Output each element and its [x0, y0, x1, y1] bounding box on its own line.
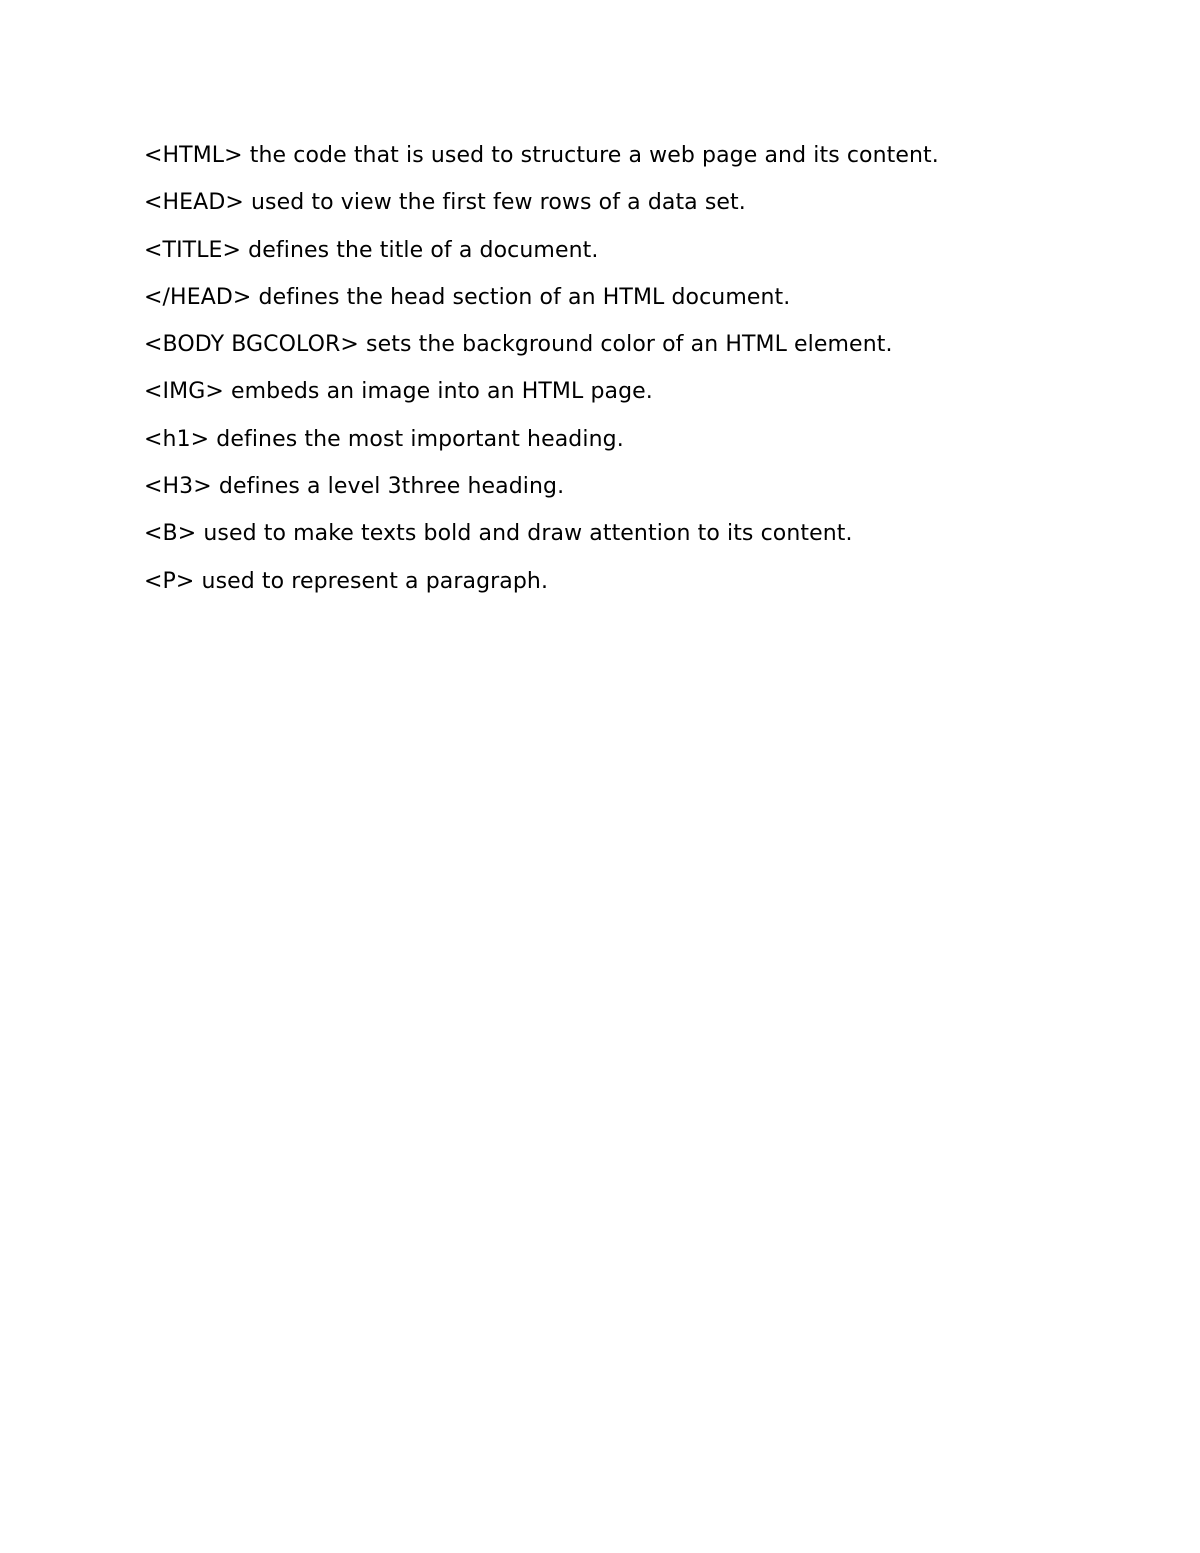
- list-item: <HEAD> used to view the first few rows of a data set.: [144, 190, 746, 216]
- list-item: <TITLE> defines the title of a document.: [144, 237, 599, 263]
- list-item: <B> used to make texts bold and draw attention to its content.: [144, 521, 853, 547]
- tag-definition-list: [144, 140, 1104, 613]
- list-item: <BODY BGCOLOR> sets the background color of an HTML element.: [144, 332, 893, 358]
- list-item: <IMG> embeds an image into an HTML page.: [144, 379, 653, 405]
- list-item: <P> used to represent a paragraph.: [144, 568, 549, 594]
- list-item: <h1> defines the most important heading.: [144, 426, 624, 452]
- list-item: <HTML> the code that is used to structure a web page and its content.: [144, 143, 939, 168]
- list-item: <H3> defines a level 3three heading.: [144, 474, 565, 500]
- list-item: </HEAD> defines the head section of an HTML document.: [144, 284, 791, 310]
